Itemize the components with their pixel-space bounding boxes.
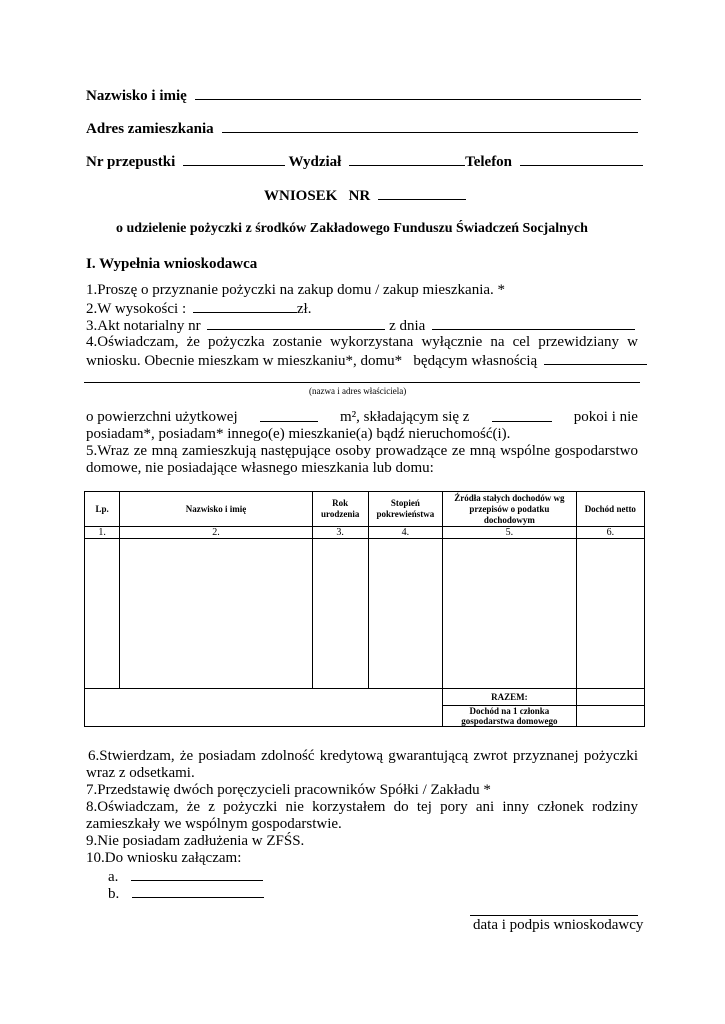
table-header-row [85,492,645,527]
total-value-cell[interactable] [576,689,644,706]
household-table [84,491,645,727]
table-cell[interactable] [443,539,577,689]
column-number: 5. [443,527,577,539]
request-title: WNIOSEK NR [264,188,371,204]
per-member-row [85,706,645,727]
attachment-b [108,885,264,903]
item-6-line-2: wraz z odsetkami. [86,765,195,781]
name-row [86,87,641,105]
item-2-label: 2.W wysokości : [86,301,187,317]
column-number: 1. [85,527,120,539]
column-number: 4. [368,527,443,539]
area-line-2: posiadam*, posiadam* innego(e) mieszkanie(a) bądź nieruchomość(i). [86,426,511,442]
request-number-field[interactable] [378,187,466,200]
item-2 [86,300,311,318]
item-3-label: 3.Akt notarialny nr [86,318,201,334]
department-field[interactable] [349,153,465,166]
item-4-line-1: 4.Oświadczam, że pożyczka zostanie wykorzystana wyłącznie na cel przewidziany w [86,334,638,350]
table-cell[interactable] [312,539,368,689]
column-header: Dochód netto [576,492,644,527]
attachment-a-field[interactable] [131,868,263,881]
owner-caption: (nazwa i adres właściciela) [309,386,407,396]
item-1: 1.Proszę o przyznanie pożyczki na zakup domu / zakup mieszkania. * [86,282,506,298]
attachment-b-label: b. [108,886,120,902]
per-member-label: Dochód na 1 członka gospodarstwa domowego [443,706,577,727]
rooms-label: pokoi i nie [573,409,638,425]
pass-label: Nr przepustki [86,154,176,170]
currency-label: zł. [296,301,312,317]
name-field[interactable] [195,87,641,100]
item-4-line-2: wniosku. Obecnie mieszkam w mieszkaniu*, domu* będącym własnością [86,352,647,370]
section-heading: I. Wypełnia wnioskodawca [86,256,258,272]
column-header: Lp. [85,492,120,527]
item-8-line-1: 8.Oświadczam, że z pożyczki nie korzystałem do tej pory ani inny członek rodziny [86,799,638,815]
address-label: Adres zamieszkania [86,121,214,137]
request-title-row [264,187,466,205]
item-5-line-1: 5.Wraz ze mną zamieszkują następujące osoby prowadzące ze mną wspólne gospodarstwo [86,443,638,459]
item-10: 10.Do wniosku załączam: [86,850,242,866]
item-3 [86,317,635,335]
table-cell[interactable] [576,539,644,689]
owner-field[interactable] [544,352,647,365]
table-cell[interactable] [85,539,120,689]
name-label: Nazwisko i imię [86,88,187,104]
column-number: 6. [576,527,644,539]
attachment-b-field[interactable] [132,885,264,898]
amount-field[interactable] [193,300,297,313]
column-header: Stopień pokrewieństwa [368,492,443,527]
pass-field[interactable] [183,153,285,166]
item-9: 9.Nie posiadam zadłużenia w ZFŚS. [86,833,305,849]
notarial-act-date-field[interactable] [432,317,635,330]
attachment-a [108,868,263,886]
total-label: RAZEM: [443,689,577,706]
per-member-value-cell[interactable] [576,706,644,727]
column-number: 3. [312,527,368,539]
table-number-row [85,527,645,539]
rooms-field[interactable] [492,409,552,422]
item-3-date-label: z dnia [389,318,426,334]
area-field[interactable] [260,409,318,422]
pass-row [86,153,643,171]
department-label: Wydział [288,154,342,170]
table-row [85,539,645,689]
area-line-1 [86,409,638,426]
signature-caption: data i podpis wnioskodawcy [473,917,644,933]
table-cell[interactable] [120,539,313,689]
request-subtitle: o udzielenie pożyczki z środków Zakładowego Funduszu Świadczeń Socjalnych [116,221,588,236]
attachment-a-label: a. [108,869,119,885]
column-number: 2. [120,527,313,539]
item-5-line-2: domowe, nie posiadające własnego mieszkania lub domu: [86,460,434,476]
address-row [86,120,638,138]
column-header: Źródła stałych dochodów wg przepisów o podatku dochodowym [443,492,577,527]
notarial-act-number-field[interactable] [207,317,385,330]
area-label: o powierzchni użytkowej [86,409,238,425]
item-6-line-1: 6.Stwierdzam, że posiadam zdolność kredytową gwarantującą zwrot przyznanej pożyczki [88,748,638,764]
owner-line[interactable] [84,382,640,383]
area-unit-label: m², składającym się z [339,409,470,425]
column-header: Nazwisko i imię [120,492,313,527]
address-field[interactable] [222,120,638,133]
signature-line[interactable] [470,915,638,916]
table-cell[interactable] [368,539,443,689]
total-row [85,689,645,706]
item-7: 7.Przedstawię dwóch poręczycieli pracowników Spółki / Zakładu * [86,782,491,798]
phone-label: Telefon [465,154,513,170]
item-8-line-2: zamieszkały we wspólnym gospodarstwie. [86,816,342,832]
total-row-spacer [85,689,443,706]
phone-field[interactable] [520,153,643,166]
per-member-row-spacer [85,706,443,727]
column-header: Rok urodzenia [312,492,368,527]
